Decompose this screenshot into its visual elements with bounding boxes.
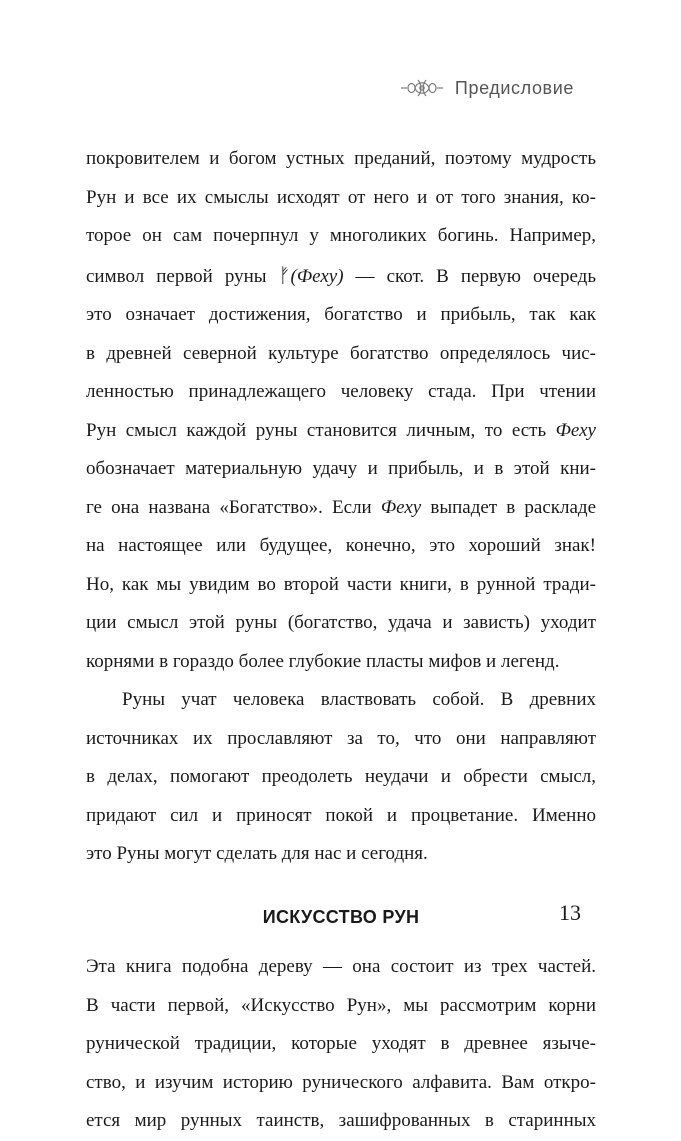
section-heading: ИСКУССТВО РУН <box>262 906 420 927</box>
text-line <box>86 256 596 297</box>
text-span: выпадет в раскладе <box>421 496 597 518</box>
text-line: придают сил и приносят покой и процветание. Именно <box>86 804 596 826</box>
text-span: — скот. В первую очередь <box>343 265 596 287</box>
text-line: ется мир рунных таинств, зашифрованных в старинных <box>86 1110 596 1131</box>
text-line: в делах, помогают преодолеть неудачи и обрести смысл, <box>86 766 596 787</box>
text-span: ге она названа «Богатство». Если <box>86 496 381 518</box>
page-body <box>86 140 596 1141</box>
text-line: корнями в гораздо более глубокие пласты мифов и легенд. <box>86 650 560 672</box>
text-line: это Руны могут сделать для нас и сегодня. <box>86 843 428 864</box>
text-line: покровителем и богом устных преданий, поэтому мудрость <box>86 148 596 169</box>
text-span: Рун смысл каждой руны становится личным, то есть <box>86 419 556 441</box>
paragraph-3 <box>86 948 596 1141</box>
text-line: в древней северной культуре богатство определялось чис- <box>86 342 596 364</box>
text-line: обозначает материальную удачу и прибыль, и в этой кни- <box>86 458 596 479</box>
paragraph-1 <box>86 140 596 681</box>
text-span: символ первой руны <box>86 265 279 287</box>
rune-name-italic: Феху <box>380 496 422 518</box>
text-line: рунической традиции, которые уходят в древнее язычe- <box>86 1033 596 1054</box>
text-line: ции смысл этой руны (богатство, удача и зависть) уходит <box>86 612 596 633</box>
paragraph-2 <box>86 681 596 874</box>
running-head <box>399 74 574 102</box>
running-head-title: Предисловие <box>454 77 574 98</box>
page-number: 13 <box>559 900 581 925</box>
text-line: ство, и изучим историю рунического алфавита. Вам откро- <box>86 1071 596 1093</box>
text-line: Рун и все их смыслы исходят от него и от того знания, ко- <box>86 186 596 208</box>
text-line: ленностью принадлежащего человеку стада. При чтении <box>86 381 596 402</box>
text-line: В части первой, «Искусство Рун», мы рассмотрим корни <box>86 994 596 1016</box>
text-line: это означает достижения, богатство и прибыль, так как <box>86 304 596 325</box>
text-line: Но, как мы увидим во второй части книги, в рунной тради- <box>86 573 596 595</box>
text-line: торое он сам почерпнул у многоликих богинь. Например, <box>86 225 596 246</box>
text-line: источниках их прославляют за то, что они направляют <box>86 727 596 749</box>
text-line: на настоящее или будущее, конечно, это хороший знак! <box>86 535 596 556</box>
celtic-knot-icon <box>399 77 445 99</box>
rune-name-italic: Феху <box>555 419 596 441</box>
text-line <box>86 489 596 528</box>
text-line: Руны учат человека властвовать собой. В древних <box>122 689 596 710</box>
text-line <box>86 412 596 451</box>
fehu-rune-icon: ᚠ <box>278 262 291 287</box>
rune-name-italic: (Феху) <box>290 265 344 287</box>
text-line: Эта книга подобна дереву — она состоит из трех частей. <box>86 956 596 977</box>
